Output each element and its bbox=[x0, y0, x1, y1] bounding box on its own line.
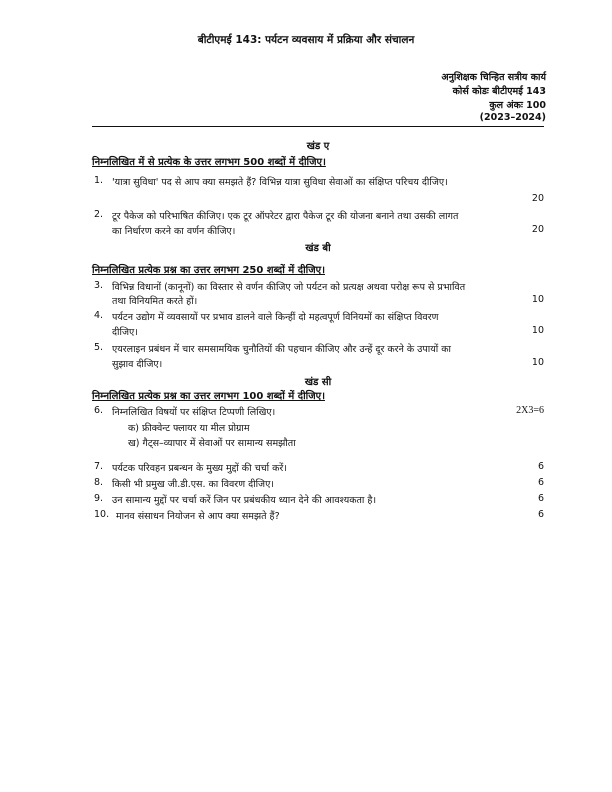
question-marks: 6 bbox=[537, 509, 544, 520]
question-number: 2. bbox=[94, 209, 104, 220]
question-marks: 6 bbox=[537, 493, 544, 504]
question-number: 10. bbox=[94, 509, 110, 520]
section-a-heading: खंड ए bbox=[306, 141, 330, 152]
question-text-continued: तथा विनियमित करते हों। bbox=[112, 296, 198, 307]
question-marks: 2X3=6 bbox=[516, 405, 544, 416]
section-c-heading: खंड सी bbox=[304, 377, 332, 388]
question-text: पर्यटक परिवहन प्रबन्धन के मुख्य मुद्दों की चर्चा करें। bbox=[112, 463, 287, 474]
sub-question-a: क) फ्रीक्वेन्ट फ्लायर या मील प्रोग्राम bbox=[128, 423, 250, 434]
question-number: 7. bbox=[94, 461, 104, 472]
question-text: उन सामान्य मुद्दों पर चर्चा करें जिन पर प्रबंधकीय ध्यान देने की आवश्यकता है। bbox=[112, 495, 377, 506]
question-marks: 10 bbox=[531, 325, 544, 336]
question-marks: 6 bbox=[537, 477, 544, 488]
course-code: कोर्स कोडः बीटीएमई 143 bbox=[452, 86, 546, 97]
question-text-continued: दीजिए। bbox=[112, 327, 138, 338]
total-marks: कुल अंकः 100 bbox=[489, 100, 546, 111]
header-divider bbox=[92, 126, 544, 127]
question-number: 6. bbox=[94, 405, 104, 416]
question-text: पर्यटन उद्योग में व्यवसायों पर प्रभाव डालने वाले किन्हीं दो महत्वपूर्ण विनियमों का संक्षिप्त विवरण bbox=[112, 312, 439, 323]
question-text: एयरलाइन प्रबंधन में चार समसामयिक चुनौतियों की पहचान कीजिए और उन्हें दूर करने के उपायों का bbox=[112, 344, 451, 355]
question-number: 5. bbox=[94, 342, 104, 353]
question-number: 3. bbox=[94, 280, 104, 291]
question-text: निम्नलिखित विषयों पर संक्षिप्त टिप्पणी लिखिए। bbox=[112, 407, 276, 418]
section-a-instruction: निम्नलिखित में से प्रत्येक के उत्तर लगभग 500 शब्दों में दीजिए। bbox=[92, 157, 326, 168]
section-b-heading: खंड बी bbox=[305, 243, 331, 254]
question-text: किसी भी प्रमुख जी.डी.एस. का विवरण दीजिए। bbox=[112, 479, 274, 490]
question-number: 1. bbox=[94, 175, 104, 186]
question-number: 8. bbox=[94, 477, 104, 488]
session-year: (2023–2024) bbox=[479, 112, 546, 123]
section-c-instruction: निम्नलिखित प्रत्येक प्रश्न का उत्तर लगभग 100 शब्दों में दीजिए। bbox=[92, 391, 325, 402]
question-marks: 20 bbox=[531, 193, 544, 204]
document-title: बीटीएमई 143: पर्यटन व्यवसाय में प्रक्रिया और संचालन bbox=[197, 34, 415, 46]
question-text: विभिन्न विधानों (कानूनों) का विस्तार से वर्णन कीजिए जो पर्यटन को प्रत्यक्ष अथवा परोक्ष रूप से प्रभावित bbox=[112, 282, 466, 293]
question-number: 4. bbox=[94, 310, 104, 321]
question-number: 9. bbox=[94, 493, 104, 504]
question-text-continued: सुझाव दीजिए। bbox=[112, 359, 163, 370]
question-marks: 10 bbox=[531, 357, 544, 368]
question-marks: 6 bbox=[537, 461, 544, 472]
question-marks: 10 bbox=[531, 294, 544, 305]
assignment-label: अनुशिक्षक चिन्हित सत्रीय कार्य bbox=[441, 72, 546, 83]
question-marks: 20 bbox=[531, 224, 544, 235]
section-b-instruction: निम्नलिखित प्रत्येक प्रश्न का उत्तर लगभग 250 शब्दों में दीजिए। bbox=[92, 265, 325, 276]
question-text: टूर पैकेज को परिभाषित कीजिए। एक टूर ऑपरेटर द्वारा पैकेज टूर की योजना बनाने तथा उसकी लागत bbox=[112, 211, 459, 222]
question-text-continued: का निर्धारण करने का वर्णन कीजिए। bbox=[112, 226, 236, 237]
question-text: 'यात्रा सुविधा' पद से आप क्या समझते हैं? विभिन्न यात्रा सुविधा सेवाओं का संक्षिप्त परिचय दीजिए। bbox=[112, 177, 448, 188]
question-text: मानव संसाधन नियोजन से आप क्या समझते हैं? bbox=[116, 511, 280, 522]
sub-question-b: ख) गैट्स–व्यापार में सेवाओं पर सामान्य समझौता bbox=[128, 438, 296, 449]
